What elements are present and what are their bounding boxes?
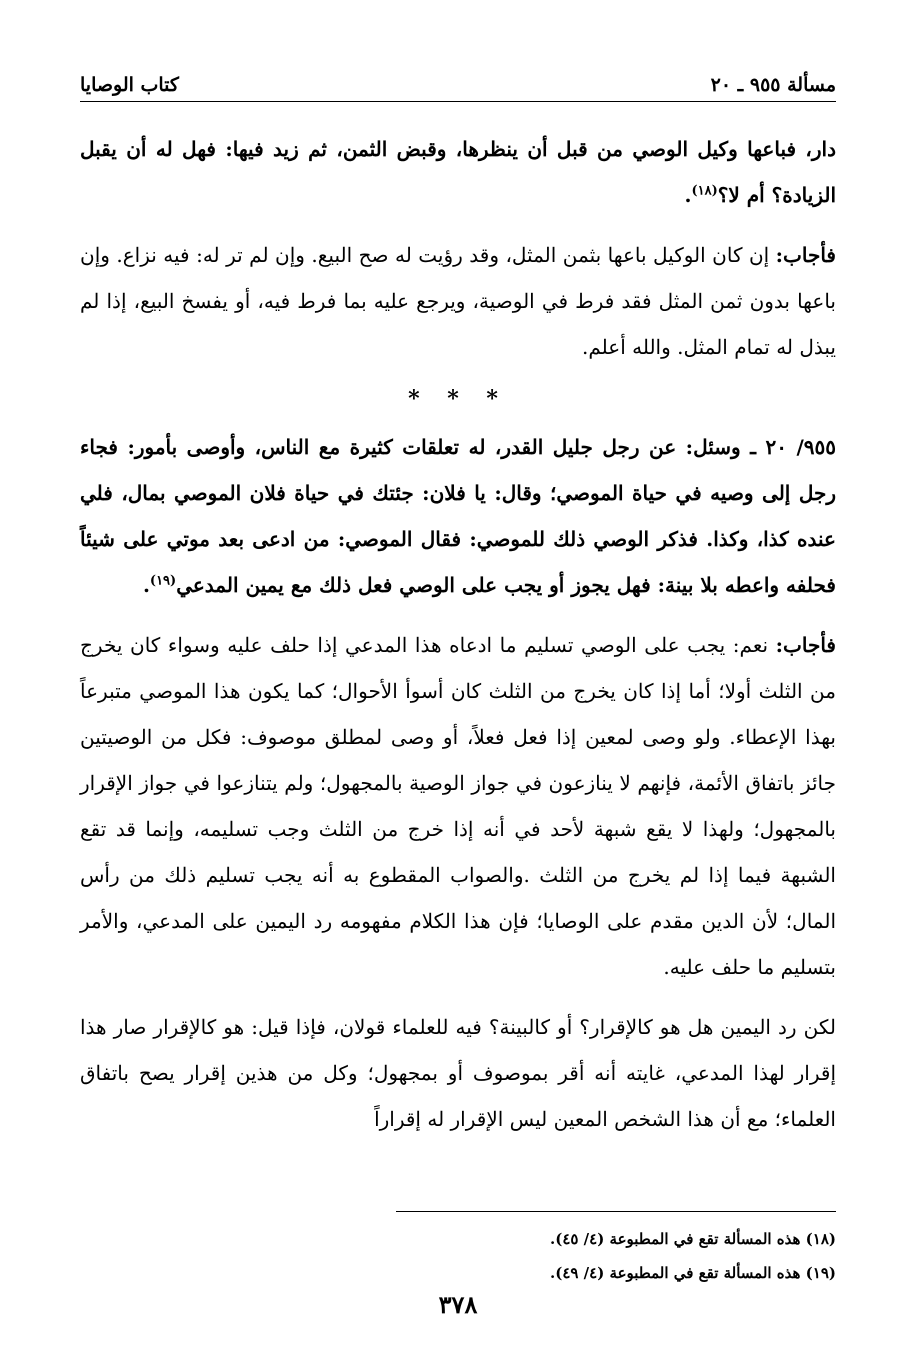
footnote-19: (١٩) هذه المسألة تقع في المطبوعة (٤/ ٤٩). [550, 1264, 836, 1282]
footnote-18: (١٨) هذه المسألة تقع في المطبوعة (٤/ ٤٥). [550, 1230, 836, 1248]
header-rule [80, 101, 836, 102]
question-continuation [80, 126, 836, 218]
page-number: ٣٧٨ [438, 1290, 478, 1319]
issue-number: مسألة ٩٥٥ ـ ٢٠ [710, 74, 836, 96]
discussion-paragraph [80, 1004, 836, 1142]
answer-text: إن كان الوكيل باعها بثمن المثل، وقد رؤيت له صح البيع. وإن لم تر له: فيه نزاع. وإن باعها بدون ثمن المثل فقد فرط في الوصية، ويرجع عليه بما فرط فيه، أو يفسخ البيع، إذا لم يبذل له تمام المثل. والله أعلم. [80, 243, 836, 359]
answer-paragraph [80, 232, 836, 370]
answer-lead: فأجاب: [775, 633, 836, 657]
question-text: ٩٥٥/ ٢٠ ـ وسئل: عن رجل جليل القدر، له تعلقات كثيرة مع الناس، وأوصى بأمور: فجاء رجل إلى وصيه في حياة الموصي؛ وقال: يا فلان: جئتك في حياة فلان الموصي بمال، فلي عنده كذا، وكذا. فذكر الوصي ذلك للموصي: فقال الموصي: من ادعى بعد موتي على شيئاً فحلفه واعطه بلا بينة: فهل يجوز أو يجب على الوصي فعل ذلك مع يمين المدعي [80, 435, 836, 597]
answer-lead: فأجاب: [775, 243, 836, 267]
footnote-ref: (١٩) [149, 573, 177, 589]
footnote-ref: (١٨) [691, 183, 718, 199]
footnote-rule [396, 1211, 836, 1212]
question-paragraph [80, 424, 836, 608]
question-text: دار، فباعها وكيل الوصي من قبل أن ينظرها، وقبض الثمن، ثم زيد فيها: فهل له أن يقبل الزيادة؟ أم لا؟ [80, 137, 836, 207]
page-body [80, 126, 836, 1142]
footnotes [80, 1222, 836, 1290]
answer-paragraph [80, 622, 836, 990]
running-header [80, 66, 836, 96]
section-separator: * * * [408, 386, 508, 412]
book-title: كتاب الوصايا [80, 74, 179, 96]
question-end: . [142, 573, 150, 597]
answer-text: نعم: يجب على الوصي تسليم ما ادعاه هذا المدعي إذا حلف عليه وسواء كان يخرج من الثلث أولا؛ أما إذا كان يخرج من الثلث كان أسوأ الأحوال؛ كما يكون هذا الموصي متبرعاً بهذا الإعطاء. ولو وصى لمعين إذا فعل فعلاً، أو وصى لمطلق موصوف: فكل من الوصيتين جائز باتفاق الأئمة، فإنهم لا ينازعون في جواز الوصية بالمجهول؛ ولم يتنازعوا في جواز الإقرار بالمجهول؛ ولهذا لا يقع شبهة لأحد في أنه إذا خرج من الثلث وجب تسليمه، وإنما قد تقع الشبهة فيما إذا لم يخرج من الثلث .والصواب المقطوع به أنه يجب تسليم ذلك من رأس المال؛ لأن الدين مقدم على الوصايا؛ فإن هذا الكلام مفهومه رد اليمين على المدعي، والأمر بتسليم ما حلف عليه. [80, 633, 836, 979]
discussion-text: لكن رد اليمين هل هو كالإقرار؟ أو كالبينة؟ فيه للعلماء قولان، فإذا قيل: هو كالإقرار صار هذا إقرار لهذا المدعي، غايته أنه أقر بموصوف أو بمجهول؛ وكل من هذين إقرار يصح باتفاق العلماء؛ مع أن هذا الشخص المعين ليس الإقرار له إقراراً [80, 1015, 836, 1131]
question-end: . [684, 183, 692, 207]
